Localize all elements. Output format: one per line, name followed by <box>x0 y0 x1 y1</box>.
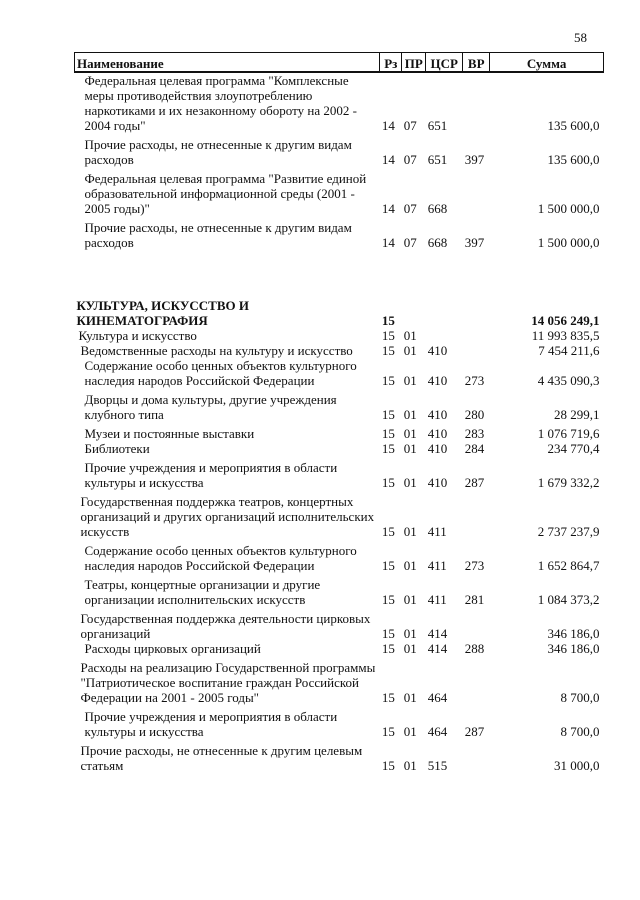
row-name: Содержание особо ценных объектов культурного наследия народов Российской Федерации <box>84 358 357 388</box>
row-name: Дворцы и дома культуры, другие учреждения клубного типа <box>84 392 337 422</box>
row-vr: 287 <box>464 724 485 739</box>
row-pr: 01 <box>403 373 417 388</box>
row-rz: 15 <box>381 475 395 490</box>
table-row <box>75 460 604 494</box>
section-spacer <box>75 254 604 298</box>
row-vr <box>463 494 490 543</box>
row-name: Расходы на реализацию Государственной программы "Патриотическое воспитание граждан Российской Федерации на 2001 - 2005 годы" <box>80 660 376 705</box>
row-rz: 15 <box>381 313 395 328</box>
row-pr: 07 <box>403 152 417 167</box>
row-sum: 28 299,1 <box>554 407 600 422</box>
table-row <box>75 392 604 426</box>
row-rz: 15 <box>381 758 395 773</box>
row-vr <box>463 343 490 358</box>
row-pr: 01 <box>403 724 417 739</box>
row-vr <box>463 72 490 137</box>
table-row <box>75 743 604 777</box>
table-row <box>75 494 604 543</box>
row-pr: 01 <box>403 641 417 656</box>
row-rz: 14 <box>381 201 395 216</box>
table-row <box>75 343 604 358</box>
row-sum: 31 000,0 <box>554 758 600 773</box>
row-vr: 283 <box>464 426 485 441</box>
budget-table <box>74 52 604 777</box>
row-vr: 273 <box>464 558 485 573</box>
table-row <box>75 611 604 641</box>
row-sum: 1 084 373,2 <box>537 592 600 607</box>
row-sum: 11 993 835,5 <box>531 328 600 343</box>
row-sum: 2 737 237,9 <box>537 524 600 539</box>
row-rz: 15 <box>381 328 395 343</box>
row-pr: 01 <box>403 441 417 456</box>
table-row <box>75 641 604 660</box>
row-csr: 668 <box>427 235 448 250</box>
table-row <box>75 328 604 343</box>
row-name: Музеи и постоянные выставки <box>84 426 255 441</box>
row-sum: 135 600,0 <box>547 152 600 167</box>
table-row <box>75 171 604 220</box>
row-vr: 280 <box>464 407 485 422</box>
row-name: Ведомственные расходы на культуру и искусство <box>80 343 353 358</box>
row-sum: 234 770,4 <box>547 441 600 456</box>
row-csr: 464 <box>427 724 448 739</box>
header-vr: ВР <box>463 53 490 73</box>
row-rz: 14 <box>381 152 395 167</box>
row-csr <box>426 298 463 328</box>
row-csr: 411 <box>427 592 447 607</box>
row-pr: 01 <box>403 690 417 705</box>
row-sum: 8 700,0 <box>560 724 600 739</box>
row-vr: 397 <box>464 235 485 250</box>
row-rz: 15 <box>381 441 395 456</box>
row-name: Прочие учреждения и мероприятия в области культуры и искусства <box>84 460 338 490</box>
row-pr: 01 <box>403 426 417 441</box>
table-row <box>75 358 604 392</box>
row-csr: 410 <box>427 407 448 422</box>
row-sum: 346 186,0 <box>547 626 600 641</box>
row-sum: 135 600,0 <box>547 118 600 133</box>
row-rz: 15 <box>381 558 395 573</box>
header-name: Наименование <box>75 53 380 73</box>
row-pr: 07 <box>403 235 417 250</box>
row-sum: 7 454 211,6 <box>538 343 600 358</box>
row-csr: 668 <box>427 201 448 216</box>
row-vr <box>463 298 490 328</box>
row-vr <box>463 743 490 777</box>
row-rz: 15 <box>381 641 395 656</box>
row-name: Прочие учреждения и мероприятия в области культуры и искусства <box>84 709 338 739</box>
row-name: Государственная поддержка театров, концертных организаций и других организаций исполнительских искусств <box>80 494 375 539</box>
page-number: 58 <box>574 30 587 45</box>
row-rz: 15 <box>381 690 395 705</box>
row-vr: 287 <box>464 475 485 490</box>
row-name: Расходы цирковых организаций <box>84 641 261 656</box>
row-csr: 464 <box>427 690 448 705</box>
row-pr: 01 <box>403 626 417 641</box>
table-row <box>75 426 604 441</box>
table-row <box>75 220 604 254</box>
row-rz: 15 <box>381 592 395 607</box>
row-sum: 8 700,0 <box>560 690 600 705</box>
row-pr: 01 <box>403 524 417 539</box>
row-vr: 281 <box>464 592 485 607</box>
row-name: Библиотеки <box>84 441 150 456</box>
row-pr: 01 <box>403 328 417 343</box>
row-rz: 15 <box>381 373 395 388</box>
row-csr: 651 <box>427 152 448 167</box>
row-pr: 07 <box>403 118 417 133</box>
row-name: Прочие расходы, не отнесенные к другим целевым статьям <box>80 743 363 773</box>
row-sum: 4 435 090,3 <box>537 373 600 388</box>
row-vr: 288 <box>464 641 485 656</box>
row-rz: 15 <box>381 724 395 739</box>
row-name: Театры, концертные организации и другие организации исполнительских искусств <box>84 577 321 607</box>
row-csr: 410 <box>427 343 448 358</box>
header-pr: ПР <box>402 53 426 73</box>
section-title: КУЛЬТУРА, ИСКУССТВО И КИНЕМАТОГРАФИЯ <box>76 298 249 328</box>
row-rz: 15 <box>381 407 395 422</box>
table-row <box>75 577 604 611</box>
row-csr: 410 <box>427 373 448 388</box>
table-header-row <box>75 53 604 73</box>
row-name: Культура и искусство <box>78 328 197 343</box>
row-pr: 01 <box>403 592 417 607</box>
row-name: Государственная поддержка деятельности цирковых организаций <box>80 611 371 641</box>
row-csr: 411 <box>427 524 447 539</box>
row-vr: 284 <box>464 441 485 456</box>
row-csr: 410 <box>427 426 448 441</box>
header-csr: ЦСР <box>426 53 463 73</box>
row-rz: 15 <box>381 626 395 641</box>
table-row <box>75 709 604 743</box>
row-csr: 410 <box>427 475 448 490</box>
row-name: Федеральная целевая программа "Развитие единой образовательной информационной среды (2001 - 2005 годы)" <box>84 171 367 216</box>
header-rz: Рз <box>380 53 402 73</box>
row-sum: 1 500 000,0 <box>537 201 600 216</box>
table-row <box>75 137 604 171</box>
row-pr: 01 <box>403 558 417 573</box>
row-name: Федеральная целевая программа "Комплексные меры противодействия злоупотреблению наркотиками и их незаконному обороту на 2002 - 2004 годы" <box>84 73 357 133</box>
row-pr: 01 <box>403 758 417 773</box>
row-vr: 273 <box>464 373 485 388</box>
row-vr <box>463 171 490 220</box>
section-row <box>75 298 604 328</box>
row-pr: 07 <box>403 201 417 216</box>
row-name: Содержание особо ценных объектов культурного наследия народов Российской Федерации <box>84 543 357 573</box>
row-rz: 15 <box>381 343 395 358</box>
row-pr: 01 <box>403 343 417 358</box>
row-rz: 14 <box>381 235 395 250</box>
row-csr: 651 <box>427 118 448 133</box>
row-csr: 414 <box>427 626 448 641</box>
row-vr: 397 <box>464 152 485 167</box>
row-sum: 1 679 332,2 <box>537 475 600 490</box>
row-pr <box>402 298 426 328</box>
table-row <box>75 441 604 460</box>
row-rz: 14 <box>381 118 395 133</box>
table-row <box>75 543 604 577</box>
row-csr: 515 <box>427 758 448 773</box>
row-sum: 1 500 000,0 <box>537 235 600 250</box>
row-rz: 15 <box>381 426 395 441</box>
row-csr: 414 <box>427 641 448 656</box>
row-pr: 01 <box>403 475 417 490</box>
row-csr: 411 <box>427 558 447 573</box>
row-name: Прочие расходы, не отнесенные к другим видам расходов <box>84 137 352 167</box>
row-sum: 1 652 864,7 <box>537 558 600 573</box>
row-name: Прочие расходы, не отнесенные к другим видам расходов <box>84 220 352 250</box>
table-row <box>75 660 604 709</box>
row-vr <box>463 611 490 641</box>
row-sum: 1 076 719,6 <box>537 426 600 441</box>
row-pr: 01 <box>403 407 417 422</box>
row-vr <box>463 328 490 343</box>
header-sum: Сумма <box>490 53 604 73</box>
row-csr: 410 <box>427 441 448 456</box>
row-sum: 14 056 249,1 <box>531 313 600 328</box>
table-row <box>75 72 604 137</box>
row-vr <box>463 660 490 709</box>
row-csr <box>426 328 463 343</box>
row-rz: 15 <box>381 524 395 539</box>
row-sum: 346 186,0 <box>547 641 600 656</box>
